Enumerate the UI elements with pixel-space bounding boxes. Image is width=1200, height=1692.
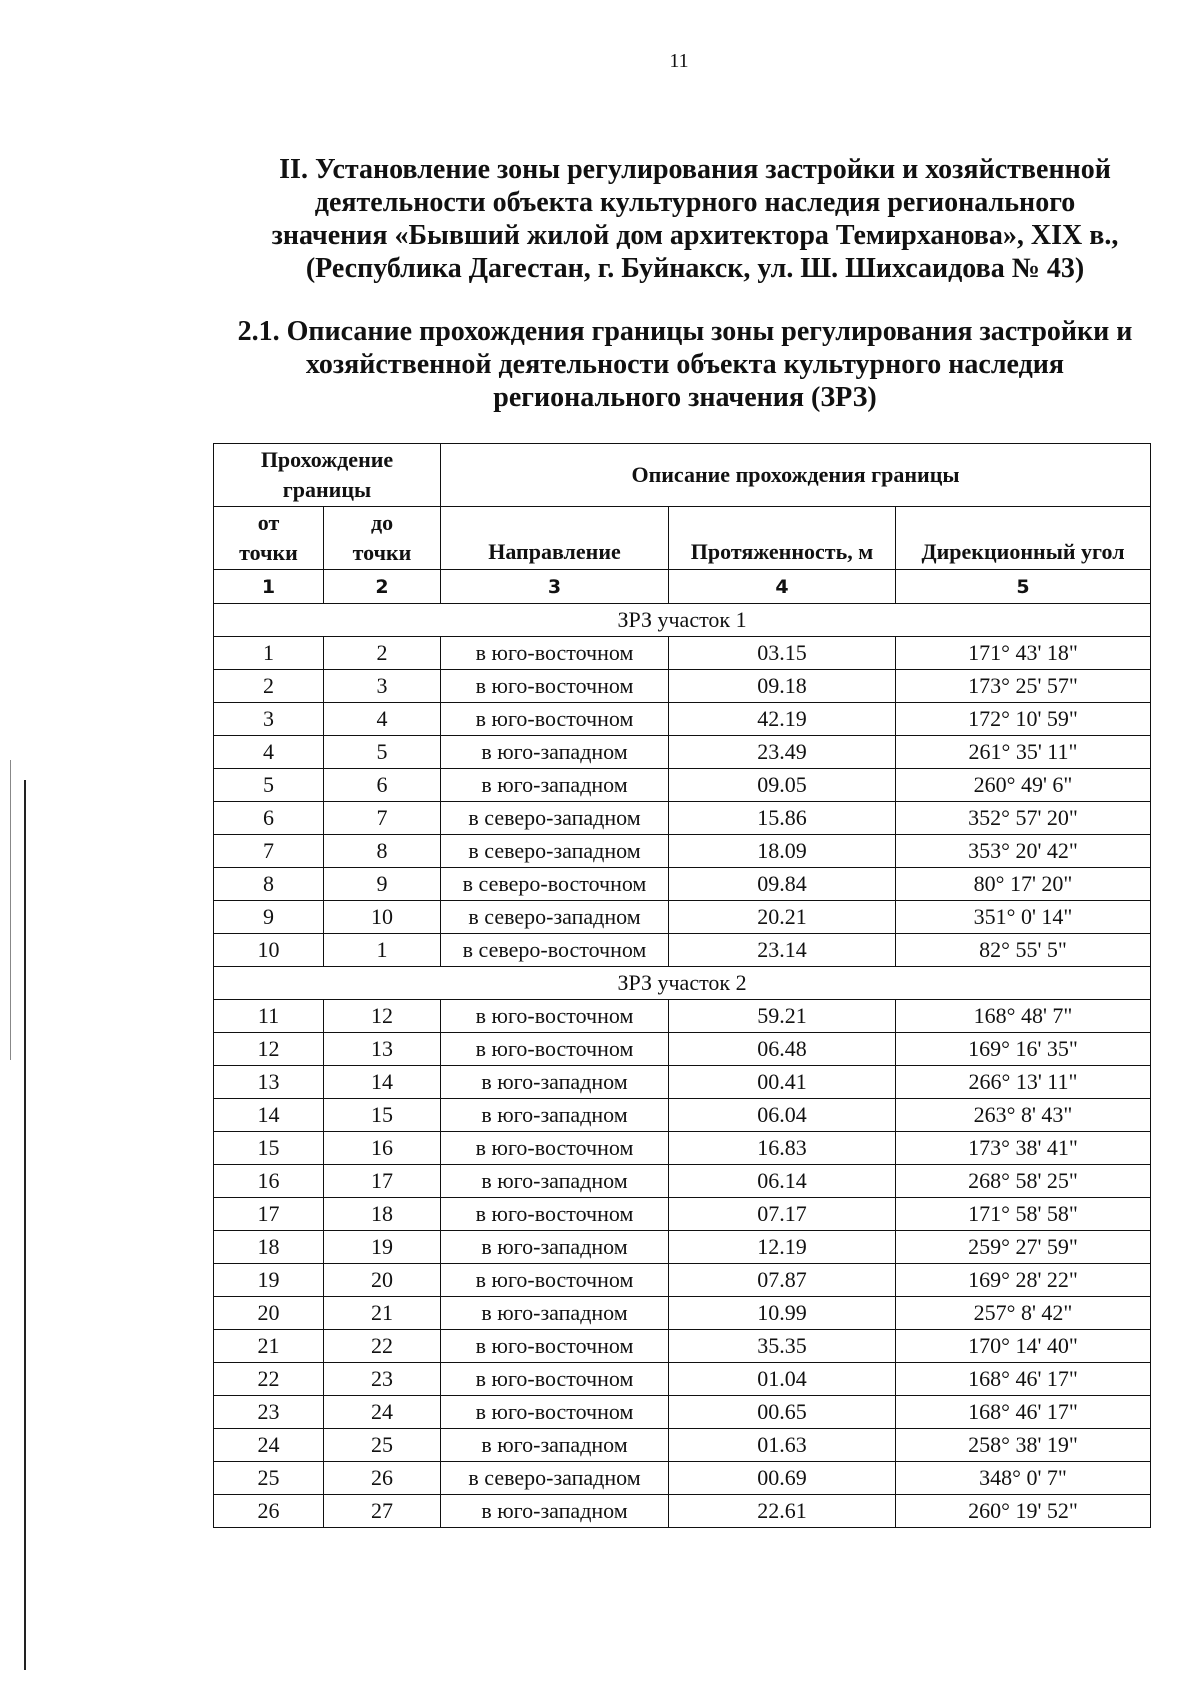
from-point-cell: 18 [214,1231,324,1264]
direction-cell: в юго-западном [441,1066,669,1099]
column-number: 5 [896,570,1151,604]
angle-cell: 168° 46' 17" [896,1396,1151,1429]
to-point-cell: 7 [324,802,441,835]
to-point-cell: 9 [324,868,441,901]
scan-edge-line [24,780,26,1670]
to-point-cell: 21 [324,1297,441,1330]
length-cell: 42.19 [669,703,896,736]
section-heading-line: деятельности объекта культурного наследия регионального [314,187,1076,218]
angle-cell: 169° 28' 22" [896,1264,1151,1297]
direction-cell: в юго-западном [441,736,669,769]
table-body [214,604,1151,1528]
to-point-cell: 1 [324,934,441,967]
direction-cell: в юго-восточном [441,1132,669,1165]
column-number: 1 [214,570,324,604]
subsection-heading-line: регионального значения (ЗРЗ) [493,382,877,413]
to-point-cell: 18 [324,1198,441,1231]
table-row [214,1429,1151,1462]
direction-cell: в юго-восточном [441,1396,669,1429]
subsection-heading [220,315,1150,414]
angle-cell: 266° 13' 11" [896,1066,1151,1099]
length-cell: 07.87 [669,1264,896,1297]
table-row [214,1495,1151,1528]
direction-cell: в юго-восточном [441,670,669,703]
length-cell: 10.99 [669,1297,896,1330]
length-cell: 20.21 [669,901,896,934]
length-cell: 23.14 [669,934,896,967]
length-cell: 09.05 [669,769,896,802]
direction-cell: в юго-западном [441,769,669,802]
passage-header-line: Прохождение [260,447,394,472]
to-point-cell: 15 [324,1099,441,1132]
length-cell: 23.49 [669,736,896,769]
length-cell: 07.17 [669,1198,896,1231]
boundary-table [213,443,1151,1528]
from-point-cell: 25 [214,1462,324,1495]
direction-cell: в юго-западном [441,1165,669,1198]
section-heading-line: II. Установление зоны регулирования застройки и хозяйственной [279,154,1111,185]
angle-cell: 80° 17' 20" [896,868,1151,901]
from-point-cell: 20 [214,1297,324,1330]
from-point-cell: 12 [214,1033,324,1066]
section-heading [240,153,1150,285]
direction-cell: в юго-восточном [441,1330,669,1363]
angle-cell: 169° 16' 35" [896,1033,1151,1066]
table-row [214,1033,1151,1066]
from-point-cell: 24 [214,1429,324,1462]
direction-cell: в юго-восточном [441,1033,669,1066]
angle-cell: 257° 8' 42" [896,1297,1151,1330]
to-point-header-line: точки [352,540,412,565]
from-point-cell: 15 [214,1132,324,1165]
to-point-header [324,507,441,570]
angle-header: Дирекционный угол [896,507,1151,570]
length-header: Протяженность, м [669,507,896,570]
from-point-cell: 5 [214,769,324,802]
direction-cell: в юго-восточном [441,1363,669,1396]
subsection-heading-line: 2.1. Описание прохождения границы зоны регулирования застройки и [237,316,1133,347]
scan-edge-line [10,760,11,1060]
table-header [214,444,1151,604]
direction-cell: в юго-восточном [441,1000,669,1033]
direction-cell: в юго-западном [441,1231,669,1264]
from-point-cell: 6 [214,802,324,835]
direction-cell: в юго-восточном [441,703,669,736]
to-point-cell: 25 [324,1429,441,1462]
angle-cell: 353° 20' 42" [896,835,1151,868]
from-point-header-line: от [257,510,280,535]
table-row [214,670,1151,703]
from-point-cell: 7 [214,835,324,868]
table-row [214,703,1151,736]
to-point-cell: 14 [324,1066,441,1099]
angle-cell: 172° 10' 59" [896,703,1151,736]
to-point-cell: 2 [324,637,441,670]
direction-cell: в юго-западном [441,1297,669,1330]
length-cell: 15.86 [669,802,896,835]
table-row [214,1198,1151,1231]
from-point-cell: 2 [214,670,324,703]
length-cell: 00.65 [669,1396,896,1429]
direction-cell: в юго-западном [441,1495,669,1528]
direction-cell: в северо-восточном [441,934,669,967]
angle-cell: 348° 0' 7" [896,1462,1151,1495]
from-point-cell: 10 [214,934,324,967]
direction-cell: в юго-восточном [441,1198,669,1231]
to-point-cell: 13 [324,1033,441,1066]
from-point-cell: 8 [214,868,324,901]
table-row [214,1132,1151,1165]
angle-cell: 82° 55' 5" [896,934,1151,967]
passage-header [214,444,441,507]
angle-cell: 263° 8' 43" [896,1099,1151,1132]
from-point-cell: 13 [214,1066,324,1099]
length-cell: 06.48 [669,1033,896,1066]
to-point-cell: 24 [324,1396,441,1429]
to-point-cell: 4 [324,703,441,736]
to-point-cell: 23 [324,1363,441,1396]
to-point-cell: 12 [324,1000,441,1033]
from-point-cell: 1 [214,637,324,670]
subsection-heading-line: хозяйственной деятельности объекта культурного наследия [305,349,1065,380]
length-cell: 59.21 [669,1000,896,1033]
length-cell: 12.19 [669,1231,896,1264]
from-point-header-line: точки [239,540,298,565]
angle-cell: 352° 57' 20" [896,802,1151,835]
section-title: ЗРЗ участок 2 [214,967,1151,1000]
angle-cell: 168° 46' 17" [896,1363,1151,1396]
table-row [214,1297,1151,1330]
angle-cell: 170° 14' 40" [896,1330,1151,1363]
to-point-cell: 16 [324,1132,441,1165]
length-cell: 00.41 [669,1066,896,1099]
table-row [214,1066,1151,1099]
angle-cell: 260° 19' 52" [896,1495,1151,1528]
from-point-cell: 19 [214,1264,324,1297]
length-cell: 18.09 [669,835,896,868]
section-title-row [214,604,1151,637]
table-row [214,769,1151,802]
direction-cell: в северо-западном [441,835,669,868]
table-row [214,1396,1151,1429]
table-row [214,934,1151,967]
from-point-cell: 9 [214,901,324,934]
length-cell: 35.35 [669,1330,896,1363]
to-point-cell: 19 [324,1231,441,1264]
table-row [214,1165,1151,1198]
table-row [214,868,1151,901]
direction-cell: в юго-восточном [441,1264,669,1297]
to-point-cell: 3 [324,670,441,703]
length-cell: 09.84 [669,868,896,901]
length-cell: 06.04 [669,1099,896,1132]
angle-cell: 261° 35' 11" [896,736,1151,769]
direction-header: Направление [441,507,669,570]
to-point-cell: 17 [324,1165,441,1198]
from-point-cell: 23 [214,1396,324,1429]
from-point-cell: 26 [214,1495,324,1528]
length-cell: 03.15 [669,637,896,670]
direction-cell: в северо-западном [441,901,669,934]
page-number: 11 [669,50,689,72]
from-point-cell: 3 [214,703,324,736]
table-row [214,1363,1151,1396]
table-row [214,637,1151,670]
section-heading-line: значения «Бывший жилой дом архитектора Темирханова», XIX в., [271,220,1119,251]
column-number: 2 [324,570,441,604]
from-point-cell: 21 [214,1330,324,1363]
table-row [214,1330,1151,1363]
from-point-cell: 11 [214,1000,324,1033]
column-number: 4 [669,570,896,604]
table-row [214,835,1151,868]
angle-cell: 173° 38' 41" [896,1132,1151,1165]
table-row [214,1231,1151,1264]
to-point-cell: 5 [324,736,441,769]
to-point-cell: 6 [324,769,441,802]
table-row [214,802,1151,835]
passage-header-line: границы [282,477,372,502]
direction-cell: в северо-западном [441,1462,669,1495]
direction-cell: в юго-западном [441,1099,669,1132]
angle-cell: 259° 27' 59" [896,1231,1151,1264]
angle-cell: 171° 58' 58" [896,1198,1151,1231]
to-point-header-line: до [370,510,394,535]
table-row [214,1099,1151,1132]
column-number: 3 [441,570,669,604]
from-point-cell: 14 [214,1099,324,1132]
section-title: ЗРЗ участок 1 [214,604,1151,637]
direction-cell: в юго-восточном [441,637,669,670]
direction-cell: в северо-западном [441,802,669,835]
from-point-header [214,507,324,570]
to-point-cell: 22 [324,1330,441,1363]
from-point-cell: 17 [214,1198,324,1231]
angle-cell: 258° 38' 19" [896,1429,1151,1462]
length-cell: 00.69 [669,1462,896,1495]
from-point-cell: 22 [214,1363,324,1396]
to-point-cell: 8 [324,835,441,868]
angle-cell: 168° 48' 7" [896,1000,1151,1033]
section-title-row [214,967,1151,1000]
table-row [214,1264,1151,1297]
length-cell: 06.14 [669,1165,896,1198]
length-cell: 09.18 [669,670,896,703]
length-cell: 16.83 [669,1132,896,1165]
to-point-cell: 27 [324,1495,441,1528]
from-point-cell: 16 [214,1165,324,1198]
angle-cell: 173° 25' 57" [896,670,1151,703]
to-point-cell: 10 [324,901,441,934]
angle-cell: 268° 58' 25" [896,1165,1151,1198]
length-cell: 22.61 [669,1495,896,1528]
to-point-cell: 26 [324,1462,441,1495]
direction-cell: в юго-западном [441,1429,669,1462]
section-heading-line: (Республика Дагестан, г. Буйнакск, ул. Ш. Шихсаидова № 43) [305,253,1085,284]
from-point-cell: 4 [214,736,324,769]
table-row [214,1462,1151,1495]
length-cell: 01.63 [669,1429,896,1462]
angle-cell: 351° 0' 14" [896,901,1151,934]
angle-cell: 260° 49' 6" [896,769,1151,802]
table-row [214,736,1151,769]
length-cell: 01.04 [669,1363,896,1396]
to-point-cell: 20 [324,1264,441,1297]
table-row [214,1000,1151,1033]
description-header: Описание прохождения границы [441,444,1151,507]
direction-cell: в северо-восточном [441,868,669,901]
angle-cell: 171° 43' 18" [896,637,1151,670]
table-row [214,901,1151,934]
